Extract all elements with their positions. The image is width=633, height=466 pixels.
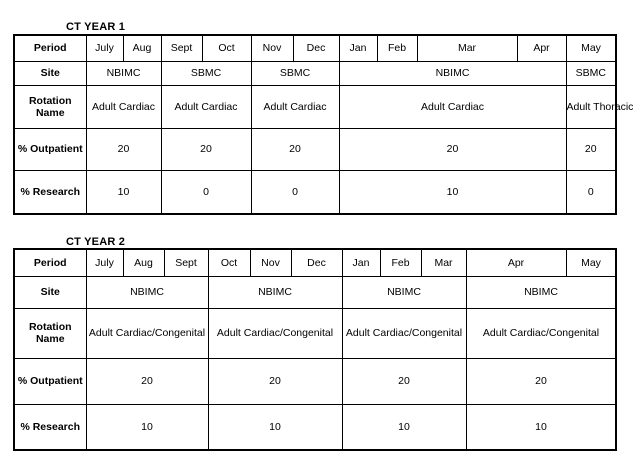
outpatient-cell: 20 (466, 358, 616, 404)
month-cell: Feb (380, 249, 421, 276)
month-cell: Mar (421, 249, 466, 276)
rotation-cell: Adult Thoracic (566, 85, 616, 128)
site-label: Site (14, 61, 86, 85)
rotation-label-line1: Rotation (28, 321, 72, 333)
year2-title (66, 236, 125, 248)
year1-rotation-table (13, 34, 633, 215)
month-cell: Sept (164, 249, 208, 276)
rotation-label-line2: Name (35, 106, 65, 119)
rotation-cell: Adult Cardiac/Congenital (342, 308, 466, 358)
year2-title-text: CT YEAR 2 (66, 236, 126, 248)
outpatient-cell: 20 (86, 128, 161, 170)
year2-rotation-row (14, 308, 616, 358)
month-cell: Oct (202, 35, 251, 61)
site-cell: SBMC (161, 61, 251, 85)
research-label: % Research (14, 170, 86, 214)
month-cell: Apr (517, 35, 566, 61)
research-cell: 0 (566, 170, 616, 214)
research-cell: 0 (161, 170, 251, 214)
research-cell: 10 (86, 170, 161, 214)
outpatient-cell: 20 (566, 128, 616, 170)
outpatient-cell: 20 (86, 358, 208, 404)
year2-site-row (14, 276, 616, 308)
research-cell: 10 (466, 404, 616, 450)
year1-outpatient-row (14, 128, 616, 170)
rotation-label-line1: Rotation (28, 94, 72, 107)
outpatient-cell: 20 (339, 128, 566, 170)
research-cell: 0 (251, 170, 339, 214)
rotation-label (14, 308, 86, 358)
year2-outpatient-row (14, 358, 616, 404)
month-cell: Dec (293, 35, 339, 61)
year2-research-row (14, 404, 616, 450)
research-cell: 10 (342, 404, 466, 450)
period-label: Period (14, 249, 86, 276)
outpatient-cell: 20 (342, 358, 466, 404)
month-cell: May (566, 249, 616, 276)
month-cell: Mar (417, 35, 517, 61)
rotation-cell: Adult Cardiac/Congenital (466, 308, 616, 358)
month-cell: July (86, 249, 123, 276)
month-cell: Nov (251, 35, 293, 61)
research-cell: 10 (339, 170, 566, 214)
site-cell: SBMC (566, 61, 616, 85)
research-label: % Research (14, 404, 86, 450)
rotation-cell: Adult Cardiac (161, 85, 251, 128)
rotation-cell: Adult Cardiac (251, 85, 339, 128)
year1-rotation-row (14, 85, 616, 128)
month-cell: Jan (339, 35, 377, 61)
month-cell: Apr (466, 249, 566, 276)
research-cell: 10 (86, 404, 208, 450)
year1-title-text: CT YEAR 1 (66, 21, 126, 33)
rotation-cell: Adult Cardiac/Congenital (208, 308, 342, 358)
month-cell: Aug (123, 249, 164, 276)
month-cell: Feb (377, 35, 417, 61)
site-cell: NBIMC (466, 276, 616, 308)
year2-rotation-table (13, 248, 617, 451)
month-cell: Oct (208, 249, 250, 276)
month-cell: Jan (342, 249, 380, 276)
month-cell: Sept (161, 35, 202, 61)
year1-site-row (14, 61, 616, 85)
outpatient-cell: 20 (161, 128, 251, 170)
month-cell: May (566, 35, 616, 61)
rotation-cell: Adult Cardiac/Congenital (86, 308, 208, 358)
site-cell: NBIMC (86, 276, 208, 308)
outpatient-label: % Outpatient (14, 128, 86, 170)
site-cell: SBMC (251, 61, 339, 85)
site-cell: NBIMC (342, 276, 466, 308)
year1-period-row (14, 35, 616, 61)
year1-title (66, 21, 125, 33)
outpatient-cell: 20 (208, 358, 342, 404)
site-cell: NBIMC (208, 276, 342, 308)
rotation-label-line2: Name (35, 333, 65, 345)
rotation-label (14, 85, 86, 128)
month-cell: Dec (291, 249, 342, 276)
rotation-cell: Adult Cardiac (339, 85, 566, 128)
year2-period-row (14, 249, 616, 276)
research-cell: 10 (208, 404, 342, 450)
rotation-cell: Adult Cardiac (86, 85, 161, 128)
site-cell: NBIMC (339, 61, 566, 85)
year1-research-row (14, 170, 616, 214)
site-label: Site (14, 276, 86, 308)
site-cell: NBIMC (86, 61, 161, 85)
outpatient-label: % Outpatient (14, 358, 86, 404)
month-cell: Aug (123, 35, 161, 61)
month-cell: Nov (250, 249, 291, 276)
month-cell: July (86, 35, 123, 61)
period-label: Period (14, 35, 86, 61)
outpatient-cell: 20 (251, 128, 339, 170)
